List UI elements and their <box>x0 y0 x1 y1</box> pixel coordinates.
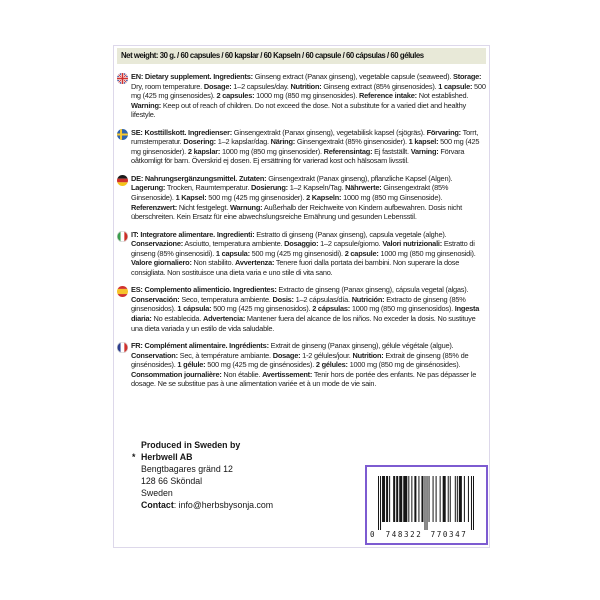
label-text-segment: 500 mg (425 mg de ginsénosides). <box>205 360 316 370</box>
label-text-segment: 1 gélule: <box>177 360 206 370</box>
label-text-segment: 2 kapslar: <box>187 146 221 156</box>
label-text-segment: Non établie. <box>221 369 263 379</box>
label-text-segment: Asciutto, temperatura ambiente. <box>182 239 285 249</box>
section-de <box>117 174 486 222</box>
label-text-segment: SE: Kosttillskott. Ingredienser: <box>131 127 232 137</box>
label-text-segment: Advertencia: <box>202 314 246 324</box>
label-text-segment: FR: Complément alimentaire. Ingrédients: <box>131 341 269 351</box>
label-text-segment: Ginseng extract (Panax ginseng), vegetable capsule (seaweed). <box>252 72 454 81</box>
label-text-segment: ES: Complemento alimenticio. Ingredientes: <box>131 285 277 295</box>
asterisk-mark: * <box>132 451 136 462</box>
label-text-segment: 2 gélules: <box>315 360 348 370</box>
label-text-segment: Nutrition: <box>352 350 384 360</box>
section-text-it <box>131 230 486 278</box>
label-text-segment: Estratto di ginseng (85% ginsenosidi). <box>131 239 475 258</box>
label-text-segment: 1 Kapsel: <box>175 193 207 203</box>
label-text-segment: 1–2 capsule/giorno. <box>318 239 383 249</box>
label-text-segment: Außerhalb der Reichweite von Kindern aufbewahren. Dosis nicht überschreiten. Kein Ersatz für eine abwechslungsreiche Ernährung und gesunden Lebensstil. <box>131 202 462 222</box>
barcode-digits-group2: 770347 <box>430 530 468 539</box>
postal-line: 128 66 Sköndal <box>141 475 203 486</box>
label-text-segment: Ingesta diaria: <box>131 304 480 324</box>
label-text-segment: 1000 mg (850 mg ginsenosidi). <box>378 248 476 258</box>
label-text-segment: Extracto de ginseng (Panax ginseng), cápsula vegetal (algas). <box>276 285 469 295</box>
label-text-segment: Ginsengextrakt (Panax ginseng), vegetabilisk kapsel (sjögräs). <box>231 127 427 137</box>
label-text-segment: 1000 mg (850 mg ginsenosides). <box>254 91 360 101</box>
label-text-segment: 1-2 gélules/jour. <box>300 350 353 360</box>
barcode-bars <box>378 476 474 530</box>
label-text-segment: Non stabilito. <box>191 258 236 268</box>
label-text-segment: Förvaring: <box>426 127 461 137</box>
label-text-segment: Nährwerte: <box>345 183 382 193</box>
label-text-segment: DE: Nahrungsergänzungsmittel. Zutaten: <box>131 173 267 183</box>
label-text-segment: Referensintag: <box>323 146 373 156</box>
section-text-es <box>131 285 486 333</box>
section-text-en <box>131 72 486 120</box>
label-text-segment: Reference intake: <box>359 91 417 101</box>
section-en <box>117 72 486 120</box>
spain-flag-icon <box>117 286 128 297</box>
label-text-segment: 2 capsules: <box>216 91 255 101</box>
label-text-segment: 1–2 Kapseln/Tag. <box>287 183 346 193</box>
contact-label: Contact <box>141 499 174 510</box>
label-text-segment: Warnung: <box>229 202 263 212</box>
label-text-segment: IT: Integratore alimentare. Ingredienti: <box>131 229 255 239</box>
label-text-segment: Dosage: <box>272 350 301 360</box>
street-line: Bengtbagares gränd 12 <box>141 463 233 474</box>
label-text-segment: 1000 mg (850 mg de ginsénosides). <box>347 360 461 370</box>
label-text-segment: Nicht festgelegt. <box>177 202 230 212</box>
label-text-segment: Keep out of reach of children. Do not exceed the dose. Not a substitute for a varied diet and healthy lifestyle. <box>131 100 467 120</box>
label-text-segment: 1–2 capsules/day. <box>231 81 291 91</box>
label-text-segment: Dosage: <box>203 81 232 91</box>
label-text-segment: 500 mg (425 mg ginsenosidi). <box>249 248 345 258</box>
label-text-segment: Nutrición: <box>351 294 385 304</box>
label-text-segment: Valore giornaliero: <box>131 258 192 268</box>
label-text-segment: Ej fastställt. <box>372 146 411 156</box>
label-text-segment: Avvertenza: <box>235 258 275 268</box>
uk-flag-icon <box>117 73 128 84</box>
label-text-segment: Conservación: <box>131 294 180 304</box>
label-text-segment: 2 capsule: <box>344 248 379 258</box>
label-text-segment: Dosaggio: <box>284 239 319 249</box>
label-text-segment: Nutrition: <box>290 81 322 91</box>
barcode <box>365 465 488 545</box>
label-text-segment: Dosierung: <box>251 183 288 193</box>
label-text-segment: Ginsengextrakt (Panax ginseng), pflanzliche Kapsel (Algen). <box>266 173 453 183</box>
label-text-segment: Valori nutrizionali: <box>382 239 442 249</box>
section-text-de <box>131 174 486 222</box>
label-text-segment: Seco, temperatura ambiente. <box>179 294 273 304</box>
label-text-segment: 2 Kapseln: <box>306 193 342 203</box>
label-text-segment: 1–2 kapslar/dag. <box>215 137 271 147</box>
label-text-segment: Avertissement: <box>262 369 313 379</box>
barcode-digit-left: 0 <box>370 530 375 539</box>
label-text-segment: Estratto di ginseng (Panax ginseng), capsula vegetale (alghe). <box>254 229 447 239</box>
label-text-segment: Extrait de ginseng (85% de ginsénosides). <box>131 350 469 370</box>
label-text-segment: Torrt, rumstemperatur. <box>131 127 479 147</box>
label-text-segment: Conservazione: <box>131 239 183 249</box>
section-es <box>117 285 486 333</box>
label-text-segment: 2 cápsulas: <box>312 304 351 314</box>
label-text-segment: 1 capsule: <box>438 81 473 91</box>
barcode-digits-group1: 748322 <box>385 530 423 539</box>
label-text-segment: Warning: <box>131 100 161 110</box>
net-weight-bar: Net weight: 30 g. / 60 capsules / 60 kapslar / 60 Kapseln / 60 capsule / 60 cápsulas / 60 gélules <box>117 48 486 64</box>
label-text-segment: Consommation journalière: <box>131 369 222 379</box>
contact-email: : info@herbsbysonja.com <box>173 499 274 510</box>
label-text-segment: 500 mg (425 mg ginsenosider). <box>131 137 480 156</box>
label-text-segment: Extracto de ginseng (85% ginsenosidos). <box>131 294 466 314</box>
label-text-segment: Extrait de ginseng (Panax ginseng), gélule végétale (algue). <box>268 341 454 351</box>
label-text-segment: Mantener fuera del alcance de los niños. No exceder la dosis. No sustituye una dieta variada y un estilo de vida saludable. <box>131 314 476 333</box>
label-text-segment: 500 mg (425 mg ginsenosides). <box>131 81 486 101</box>
section-text-fr <box>131 341 486 389</box>
label-text-segment: Tenir hors de portée des enfants. Ne pas dépasser le dosage. Ne se substitue pas à une alimentation variée et à un mode de vie sain. <box>131 369 477 389</box>
italy-flag-icon <box>117 231 128 242</box>
germany-flag-icon <box>117 175 128 186</box>
label-text-segment: Storage: <box>453 72 482 81</box>
label-text-segment: Not established. <box>416 91 469 101</box>
label-text-segment: Förvara oåtkomligt för barn. Överskrid ej dosen. Ej ersättning för varierad kost och hälsosam livsstil. <box>131 146 465 166</box>
france-flag-icon <box>117 342 128 353</box>
label-text-segment: Conservation: <box>131 350 178 360</box>
label-text-segment: 1000 mg (850 mg ginsenosidos). <box>350 304 455 314</box>
section-se <box>117 128 486 166</box>
label-text-segment: 500 mg (425 mg ginsenosider). <box>206 193 307 203</box>
label-text-segment: Näring: <box>270 137 295 147</box>
label-text-segment: Ginsengextrakt (85% Ginsenoside). <box>131 183 449 203</box>
label-text-segment: 1 cápsula: <box>177 304 212 314</box>
sweden-flag-icon <box>117 129 128 140</box>
section-fr <box>117 341 486 389</box>
label-text-segment: 1 capsula: <box>215 248 250 258</box>
label-text-segment: Dry, room temperature. <box>131 81 204 91</box>
label-text-segment: No establecida. <box>151 314 203 324</box>
country-line: Sweden <box>141 487 173 498</box>
section-text-se <box>131 128 486 166</box>
label-text-segment: Dosering: <box>183 137 216 147</box>
label-text-segment: Referenzwert: <box>131 202 178 212</box>
label-text-segment: 1 kapsel: <box>408 137 439 147</box>
label-text-segment: 500 mg (425 mg ginsenosidos). <box>211 304 313 314</box>
label-text-segment: Ginseng extract (85% ginsenosides). <box>321 81 439 91</box>
label-text-segment: Trocken, Raumtemperatur. <box>165 183 252 193</box>
label-text-segment: Sec, à température ambiante. <box>177 350 273 360</box>
label-text-segment: EN: Dietary supplement. Ingredients: <box>131 72 253 81</box>
produced-in-line: Produced in Sweden by <box>141 439 241 450</box>
label-text-segment: Tenere fuori dalla portata dei bambini. Non superare la dose consigliata. Non sostituisce una dieta varia e uno stile di vita sano. <box>131 258 460 277</box>
label-text-segment: Dosis: <box>272 294 294 304</box>
company-line <box>132 451 486 463</box>
section-it <box>117 230 486 278</box>
label-text-segment: 1000 mg (850 mg ginsenosider). <box>220 146 324 156</box>
label-text-segment: 1–2 cápsulas/día. <box>293 294 352 304</box>
label-text-segment: Lagerung: <box>131 183 166 193</box>
company-name: Herbwell AB <box>141 451 193 462</box>
label-text-segment: Varning: <box>410 146 439 156</box>
label-text-segment: Ginsengextrakt (85% ginsenosider). <box>294 137 409 147</box>
label-text-segment: 1000 mg (850 mg Ginsenoside). <box>341 193 443 203</box>
product-label <box>113 45 490 548</box>
